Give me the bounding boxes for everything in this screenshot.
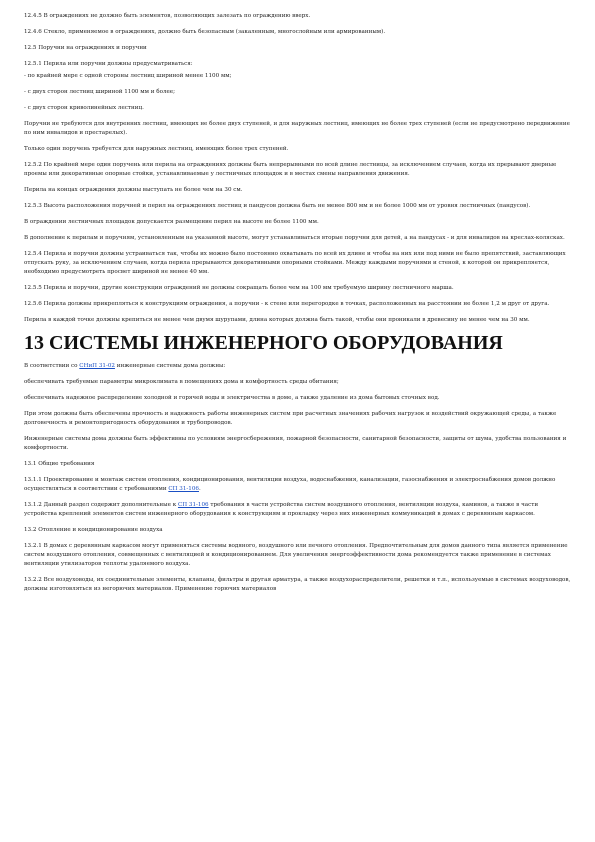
paragraph-text: 13.1.1 Проектирование и монтаж систем отопления, кондиционирования, вентиляции воздуха, водоснабжения, канализации, газоснабжения и электроснабжения домов должно осуществляться в соответствии с требованиями bbox=[24, 477, 556, 492]
paragraph-12-4-6: 12.4.6 Стекло, применяемое в ограждениях, должно быть безопасным (закаленным, многослойным или армированным). bbox=[24, 29, 386, 35]
list-item: - по крайней мере с одной стороны лестниц шириной менее 1100 мм; bbox=[24, 73, 232, 79]
subsection-heading-13-2: 13.2 Отопление и кондиционирование воздуха bbox=[24, 527, 163, 533]
sp-31-106-link[interactable]: СП 31-106 bbox=[177, 502, 209, 508]
paragraph-12-5-3: 12.5.3 Высота расположения поручней и перил на ограждениях лестниц и пандусов должна быть не менее 800 мм и не более 1000 мм от уровня лестничных (пандусов). bbox=[24, 203, 531, 209]
paragraph: обеспечивать надежное распределение холодной и горячей воды и электричества в доме, а также удаление из дома бытовых сточных вод. bbox=[24, 395, 440, 401]
paragraph-13-2-2: 13.2.2 Все воздуховоды, их соединительные элементы, клапаны, фильтры и другая арматура, а также воздухораспределители, решетки и т.п., используемые в системах воздуховодов, должны изготовляться из негорючих материалов. Применение горючих материалов bbox=[24, 577, 571, 592]
paragraph-text: . bbox=[198, 486, 201, 492]
paragraph: Перила в каждой точке должны крепиться не менее чем двумя шурупами, длина которых должна быть такой, чтобы они проникали в древесину не менее чем на 30 мм. bbox=[24, 317, 530, 323]
paragraph-12-5-5: 12.5.5 Перила и поручни, другие конструкции ограждений не должны сокращать более чем на 100 мм требуемую ширину лестничного марша. bbox=[24, 285, 454, 291]
list-item: - с двух сторон лестниц шириной 1100 мм и более; bbox=[24, 89, 176, 95]
paragraph-13-2-1: 13.2.1 В домах с деревянным каркасом могут применяться системы водяного, воздушного или печного отопления. Предпочтительным для домов данного типа является применение систем воздушного отопления, совмещенных с вентиляцией и кондиционированием. Для увеличения энергоэффективности дома рекомендуется также применение в системах вентиляции утилизаторов теплоты удаляемого воздуха. bbox=[24, 543, 568, 567]
paragraph: В ограждении лестничных площадок допускается размещение перил на высоте не более 1100 мм. bbox=[24, 219, 319, 225]
subsection-heading-13-1: 13.1 Общие требования bbox=[24, 461, 95, 467]
paragraph-12-5-4: 12.5.4 Перила и поручни должны устраиваться так, чтобы их можно было постоянно охватывать по всей их длине и чтобы на них или под ними не было препятствий, заставляющих отпускать руку, за исключением случаев, когда перила прерываются декоративными опорными стойками. Между каждыми поручнями и стеной, к которой он прикрепляется, необходимо предусмотреть просвет шириной не менее 40 мм. bbox=[24, 251, 566, 275]
list-item: - с двух сторон криволинейных лестниц. bbox=[24, 105, 144, 111]
paragraph: Только один поручень требуется для наружных лестниц, имеющих более трех ступеней. bbox=[24, 146, 289, 152]
paragraph-text: требования в части устройства систем воздушного отопления, вентиляции воздуха, каминов, а также в части устройства креплений элементов систем инженерного оборудования к конструкциям и прокладку через них инженерных коммуникаций в домах с деревянным каркасом. bbox=[24, 502, 539, 517]
paragraph-12-5-1: 12.5.1 Перила или поручни должны предусматриваться: bbox=[24, 61, 193, 67]
subsection-heading-12-5: 12.5 Поручни на ограждениях и поручни bbox=[24, 45, 147, 51]
paragraph: При этом должны быть обеспечены прочность и надежность работы инженерных систем при расчетных значениях рабочих нагрузок и воздействий окружающей среды, а также долговечность и ремонтопригодность оборудования и трубопроводов. bbox=[24, 411, 557, 426]
document-page bbox=[24, 12, 572, 601]
paragraph-12-4-5: 12.4.5 В ограждениях не должно быть элементов, позволяющих залезать по ограждению вверх. bbox=[24, 13, 311, 19]
paragraph-text: В соответствии со bbox=[24, 363, 80, 369]
paragraph: Инженерные системы дома должны быть эффективны по условиям энергосбережения, пожарной безопасности, санитарной безопасности, защиты от шума, удобства пользования и комфортности. bbox=[24, 436, 567, 451]
paragraph-with-link bbox=[24, 362, 572, 371]
paragraph-13-1-2 bbox=[24, 501, 572, 519]
snip-31-02-link[interactable]: СНиП 31-02 bbox=[79, 363, 115, 369]
paragraph: обеспечивать требуемые параметры микроклимата в помещениях дома и комфортность среды обитания; bbox=[24, 379, 339, 385]
paragraph-text: 13.1.2 Данный раздел содержит дополнительные к bbox=[24, 502, 178, 508]
paragraph: В дополнение к перилам и поручням, установленным на указанной высоте, могут устанавливаться вторые поручни для детей, а на пандусах - и для инвалидов на креслах-колясках. bbox=[24, 235, 565, 241]
sp-31-106-link[interactable]: СП 31-106 bbox=[168, 486, 199, 492]
paragraph: Поручни не требуются для внутренних лестниц, имеющих не более двух ступеней, и для наружных лестниц, имеющих не более трех ступеней (если не предусмотрено передвижение по ним инвалидов и престарелых). bbox=[24, 121, 570, 136]
paragraph-text: инженерные системы дома должны: bbox=[114, 363, 226, 369]
paragraph: Перила на концах ограждения должны выступать не более чем на 30 см. bbox=[24, 187, 243, 193]
paragraph-13-1-1 bbox=[24, 476, 572, 494]
paragraph-12-5-2: 12.5.2 По крайней мере один поручень или перила на ограждениях должны быть непрерывными по всей длине лестницы, за исключением случаев, когда их прерывают дверные проемы или декоративные опорные стойки, устанавливаемые у лестничных площадок и в местах смены направления движения. bbox=[24, 162, 557, 177]
section-heading-13: 13 СИСТЕМЫ ИНЖЕНЕРНОГО ОБОРУДОВАНИЯ bbox=[24, 332, 503, 354]
paragraph-12-5-6: 12.5.6 Перила должны прикрепляться к конструкциям ограждения, а поручни - к стене или перегородке в точках, расположенных на расстоянии не более 1,2 м друг от друга. bbox=[24, 301, 550, 307]
